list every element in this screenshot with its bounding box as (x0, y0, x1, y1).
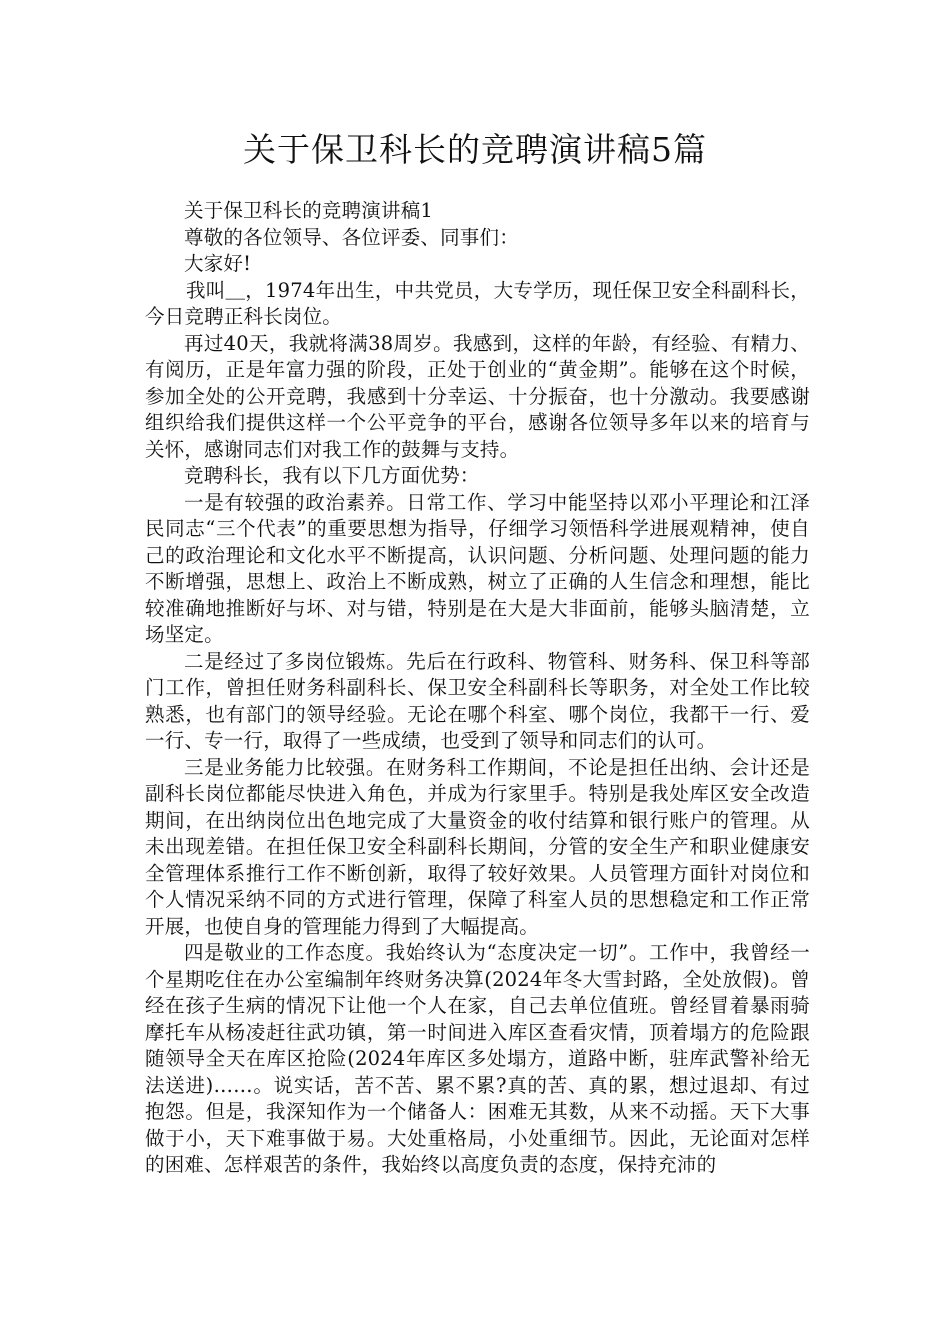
paragraph-gratitude: 再过40天，我就将满38周岁。我感到，这样的年龄，有经验、有精力、有阅历，正是年富力强的阶段，正处于创业的“黄金期”。能够在这个时候，参加全处的公开竞聘，我感到十分幸运、十分振奋，也十分激动。我要感谢组织给我们提供这样一个公平竞争的平台，感谢各位领导多年以来的培育与关怀，感谢同志们对我工作的鼓舞与支持。 (145, 331, 810, 461)
paragraph-advantage-1: 一是有较强的政治素养。日常工作、学习中能坚持以邓小平理论和江泽民同志“三个代表”的重要思想为指导，仔细学习领悟科学进展观精神，使自己的政治理论和文化水平不断提高，认识问题、分析问题、处理问题的能力不断增强，思想上、政治上不断成熟，树立了正确的人生信念和理想，能比较准确地推断好与坏、对与错，特别是在大是大非面前，能够头脑清楚，立场坚定。 (145, 490, 810, 646)
section-heading: 关于保卫科长的竞聘演讲稿1 (184, 199, 434, 222)
document-body (145, 198, 810, 1179)
salutation: 尊敬的各位领导、各位评委、同事们： (184, 225, 519, 249)
document-title: 关于保卫科长的竞聘演讲稿5篇 (243, 130, 707, 169)
paragraph-introduction: 我叫＿，1974年出生，中共党员，大专学历，现任保卫安全科副科长，今日竞聘正科长岗位。 (145, 278, 810, 328)
paragraph-advantage-4: 四是敬业的工作态度。我始终认为“态度决定一切”。工作中，我曾经一个星期吃住在办公室编制年终财务决算(2024年冬大雪封路，全处放假)。曾经在孩子生病的情况下让他一个人在家，自己去单位值班。曾经冒着暴雨骑摩托车从杨凌赶往武功镇，第一时间进入库区查看灾情，顶着塌方的危险跟随领导全天在库区抢险(2024年库区多处塌方，道路中断，驻库武警补给无法送进)……。说实话，苦不苦、累不累?真的苦、真的累，想过退却、有过抱怨。但是，我深知作为一个储备人：困难无其数，从来不动摇。天下大事做于小，天下难事做于易。大处重格局，小处重细节。因此，无论面对怎样的困难、怎样艰苦的条件，我始终以高度负责的态度，保持充沛的 (145, 941, 810, 1176)
paragraph-advantage-2: 二是经过了多岗位锻炼。先后在行政科、物管科、财务科、保卫科等部门工作，曾担任财务科副科长、保卫安全科副科长等职务，对全处工作比较熟悉，也有部门的领导经验。无论在哪个科室、哪个岗位，我都干一行、爱一行、专一行，取得了一些成绩，也受到了领导和同志们的认可。 (145, 649, 810, 752)
greeting: 大家好! (184, 252, 252, 275)
paragraph-advantages-intro: 竞聘科长，我有以下几方面优势： (184, 464, 480, 487)
paragraph-advantage-3: 三是业务能力比较强。在财务科工作期间，不论是担任出纳、会计还是副科长岗位都能尽快进入角色，并成为行家里手。特别是我处库区安全改造期间，在出纳岗位出色地完成了大量资金的收付结算和银行账户的管理。从未出现差错。在担任保卫安全科副科长期间，分管的安全生产和职业健康安全管理体系推行工作不断创新，取得了较好效果。人员管理方面针对岗位和个人情况采纳不同的方式进行管理，保障了科室人员的思想稳定和工作正常开展，也使自身的管理能力得到了大幅提高。 (145, 755, 810, 938)
